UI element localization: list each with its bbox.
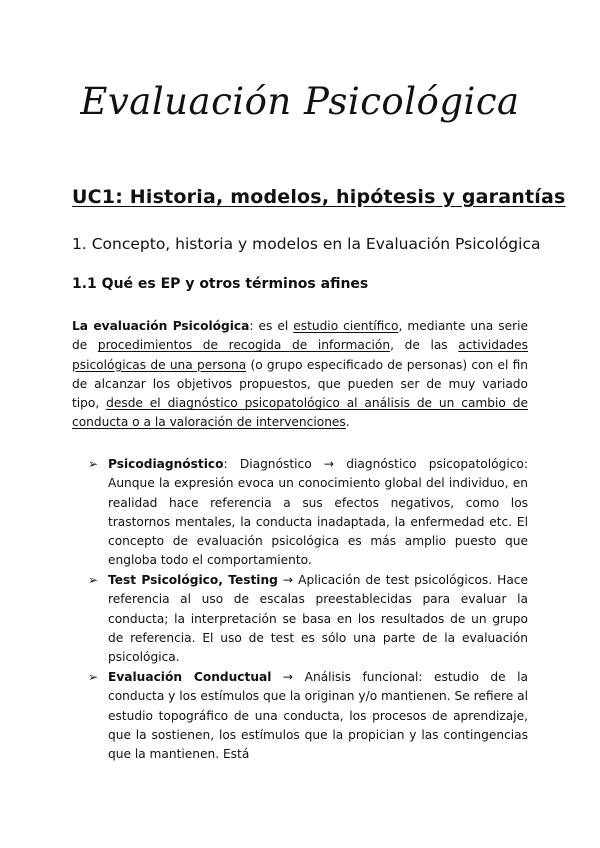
- intro-paragraph: [72, 317, 528, 433]
- bullet-text: [108, 571, 528, 667]
- bullet-text: [108, 455, 528, 571]
- intro-text-1: : es el: [249, 319, 294, 333]
- bullet-description: → Análisis funcional: estudio de la conducta y los estímulos que la originan y/o mantienen. Se refiere al estudio topográfico de una conducta, los procesos de aprendizaje, que la sostienen, los estímulos que la propician y las contingencias que la mantienen. Está: [108, 670, 528, 762]
- intro-text-3: , de las: [390, 338, 459, 353]
- unit-heading: UC1: Historia, modelos, hipótesis y garantías: [72, 186, 566, 208]
- intro-underline-4: desde el diagnóstico psicopatológico al análisis de un cambio de conducta o a la valoración de intervenciones: [72, 396, 528, 430]
- bullet-description: → Aplicación de test psicológicos. Hace referencia al uso de escalas preestablecidas para evaluar la conducta; la interpretación se basa en los resultados de un grupo de referencia. El uso de test es sólo una parte de la evaluación psicológica.: [108, 573, 529, 665]
- bullet-description: : Diagnóstico → diagnóstico psicopatológico: Aunque la expresión evoca un conocimiento global del individuo, en realidad hace referencia a sus efectos negativos, como los trastornos mentales, la conducta inadaptada, la enfermedad etc. El concepto de evaluación psicológica es más amplio puesto que engloba todo el comportamiento.: [108, 457, 528, 568]
- document-title: Evaluación Psicológica: [80, 80, 520, 123]
- arrow-bullet-icon: ➢: [88, 573, 99, 587]
- intro-underline-2: procedimientos de recogida de información: [97, 338, 391, 353]
- section-heading: 1. Concepto, historia y modelos en la Evaluación Psicológica: [72, 235, 541, 253]
- intro-text-5: .: [345, 415, 350, 430]
- bullet-text: [108, 668, 528, 764]
- intro-text-4: (o grupo especificado de personas) con el fin de alcanzar los objetivos propuestos, que pueden ser de muy variado tipo,: [72, 357, 528, 411]
- intro-text-2: , mediante una serie de: [72, 319, 528, 353]
- intro-underline-3: actividades psicológicas de una persona: [72, 338, 529, 372]
- arrow-bullet-icon: ➢: [88, 670, 99, 684]
- intro-underline-1: estudio científico: [293, 319, 399, 333]
- arrow-bullet-icon: ➢: [88, 457, 99, 471]
- bullet-term: Psicodiagnóstico: [108, 457, 224, 471]
- subsection-heading: 1.1 Qué es EP y otros términos afines: [72, 276, 369, 292]
- intro-term: La evaluación Psicológica: [72, 319, 250, 333]
- bullet-term: Test Psicológico, Testing: [108, 573, 278, 587]
- bullet-term: Evaluación Conductual: [108, 670, 272, 684]
